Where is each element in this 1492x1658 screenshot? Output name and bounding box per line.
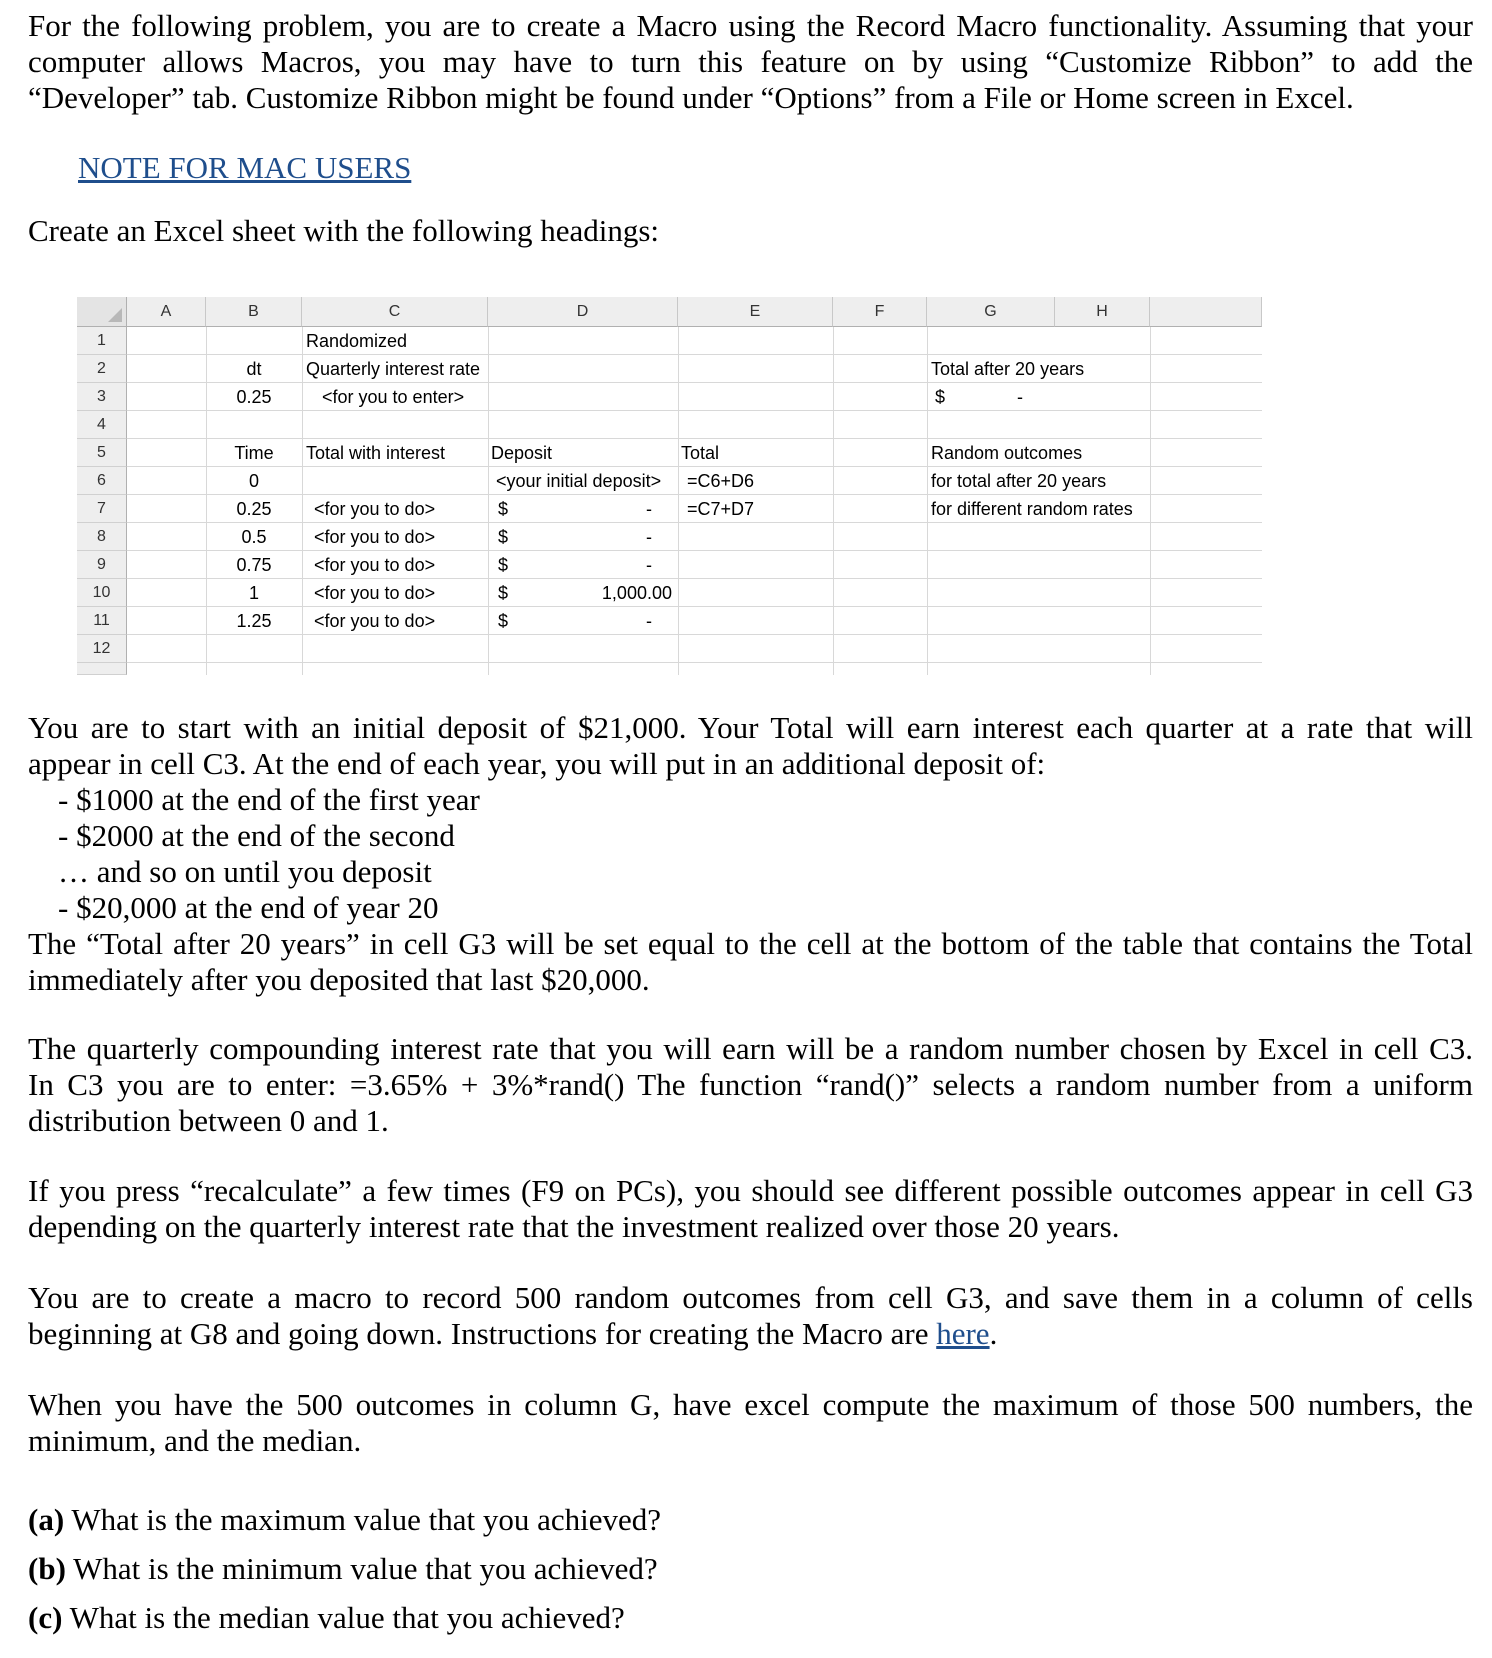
macro-line: [28, 1316, 1473, 1352]
cell-b6: 0: [248, 471, 259, 491]
deposit-bullet-4: - $20,000 at the end of year 20: [58, 890, 439, 925]
compute-paragraph: [28, 1387, 1473, 1459]
column-header-c: C: [302, 297, 488, 327]
row-header: 10: [77, 579, 127, 607]
cell-e6: =C6+D6: [687, 471, 755, 491]
deposit-line: appear in cell C3. At the end of each year, you will put in an additional deposit of:: [28, 746, 1046, 781]
cell-b2: dt: [246, 359, 262, 379]
rate-line: In C3 you are to enter: =3.65% + 3%*rand() The function “rand()” selects a random number from a uniform: [28, 1067, 1473, 1102]
row-header: 6: [77, 467, 127, 495]
compute-line: minimum, and the median.: [28, 1423, 362, 1458]
cell-d9-currency: $: [498, 555, 509, 575]
cell-c7: <for you to do>: [314, 499, 436, 519]
recalculate-line: If you press “recalculate” a few times (F9 on PCs), you should see different possible outcomes appear in cell G3: [28, 1173, 1473, 1208]
cell-e5: Total: [681, 443, 720, 463]
gridline: [488, 327, 489, 675]
total-line: The “Total after 20 years” in cell G3 will be set equal to the cell at the bottom of the table that contains the Total: [28, 926, 1473, 961]
row-header: 3: [77, 383, 127, 411]
macro-line-period: .: [989, 1316, 998, 1351]
question-b-label: (b): [28, 1551, 66, 1586]
excel-sheet: [77, 297, 1262, 675]
cell-d10-currency: $: [498, 583, 509, 603]
intro-paragraph: [28, 8, 1473, 116]
cell-d8-currency: $: [498, 527, 509, 547]
row-header: 11: [77, 607, 127, 635]
macro-line: You are to create a macro to record 500 random outcomes from cell G3, and save them in a column of cells: [28, 1280, 1473, 1315]
cell-c2: Quarterly interest rate: [306, 359, 481, 379]
cell-c3: <for you to enter>: [322, 387, 465, 407]
gridline: [1150, 327, 1151, 675]
column-header-f: F: [833, 297, 927, 327]
create-heading: Create an Excel sheet with the following headings:: [28, 213, 660, 248]
gridline: [678, 327, 679, 675]
cell-c10: <for you to do>: [314, 583, 436, 603]
gridline: [302, 327, 303, 675]
deposit-line: You are to start with an initial deposit of $21,000. Your Total will earn interest each quarter at a rate that will: [28, 710, 1473, 745]
gridline: [127, 662, 1262, 663]
question-a: [28, 1502, 661, 1538]
cell-g3-currency: $: [935, 387, 946, 407]
cell-b10: 1: [248, 583, 259, 603]
column-header-d: D: [488, 297, 678, 327]
column-header-e: E: [678, 297, 833, 327]
intro-line: computer allows Macros, you may have to turn this feature on by using “Customize Ribbon” to add the: [28, 44, 1473, 79]
cell-b3: 0.25: [236, 387, 272, 407]
deposit-bullet-1: - $1000 at the end of the first year: [58, 782, 480, 817]
cell-d11-value: -: [646, 611, 652, 631]
column-header-a: A: [127, 297, 206, 327]
compute-line: When you have the 500 outcomes in column G, have excel compute the maximum of those 500 numbers, the: [28, 1387, 1473, 1422]
column-header-h: H: [1055, 297, 1150, 327]
column-header-g: G: [927, 297, 1055, 327]
row-header-partial: [77, 663, 127, 675]
cell-b5: Time: [234, 443, 274, 463]
intro-line: For the following problem, you are to create a Macro using the Record Macro functionality. Assuming that your: [28, 8, 1473, 43]
cell-g3-value: -: [1017, 387, 1023, 407]
cell-d10-value: 1,000.00: [601, 583, 672, 603]
cell-g7: for different random rates: [931, 499, 1133, 519]
cell-c11: <for you to do>: [314, 611, 436, 631]
cell-b8: 0.5: [241, 527, 267, 547]
question-b-text: What is the minimum value that you achieved?: [65, 1551, 658, 1586]
deposit-paragraph: [28, 710, 1473, 782]
cell-g2: Total after 20 years: [931, 359, 1085, 379]
cell-b7: 0.25: [236, 499, 272, 519]
rate-paragraph: [28, 1031, 1473, 1139]
cell-d9-value: -: [646, 555, 652, 575]
cell-e7: =C7+D7: [687, 499, 755, 519]
rate-line: distribution between 0 and 1.: [28, 1103, 389, 1138]
total-paragraph: [28, 926, 1473, 998]
cell-d6: <your initial deposit>: [496, 471, 662, 491]
cell-g5: Random outcomes: [931, 443, 1083, 463]
question-c: [28, 1600, 625, 1636]
macro-paragraph: [28, 1280, 1473, 1352]
select-all-corner: [77, 297, 127, 327]
row-header: 1: [77, 327, 127, 355]
recalculate-line: depending on the quarterly interest rate that the investment realized over those 20 years.: [28, 1209, 1120, 1244]
cell-c9: <for you to do>: [314, 555, 436, 575]
cell-b11: 1.25: [236, 611, 272, 631]
gridline: [927, 327, 928, 675]
column-header-b: B: [206, 297, 302, 327]
rate-line: The quarterly compounding interest rate that you will earn will be a random number chosen by Excel in cell C3.: [28, 1031, 1473, 1066]
deposit-bullet-ellipsis: … and so on until you deposit: [58, 854, 432, 889]
cell-d11-currency: $: [498, 611, 509, 631]
question-c-text: What is the median value that you achieved?: [62, 1600, 625, 1635]
recalculate-paragraph: [28, 1173, 1473, 1245]
row-header: 5: [77, 439, 127, 467]
cell-c8: <for you to do>: [314, 527, 436, 547]
cell-c1: Randomized: [306, 331, 408, 351]
row-header: 9: [77, 551, 127, 579]
cell-b9: 0.75: [236, 555, 272, 575]
row-header: 8: [77, 523, 127, 551]
cell-d7-currency: $: [498, 499, 509, 519]
cell-g6: for total after 20 years: [931, 471, 1107, 491]
cell-c5: Total with interest: [306, 443, 446, 463]
intro-line: “Developer” tab. Customize Ribbon might be found under “Options” from a File or Home screen in Excel.: [28, 80, 1354, 115]
deposit-bullet-2: - $2000 at the end of the second: [58, 818, 455, 853]
question-b: [28, 1551, 658, 1587]
row-header: 2: [77, 355, 127, 383]
question-a-label: (a): [28, 1502, 65, 1537]
question-c-label: (c): [28, 1600, 63, 1635]
cell-d7-value: -: [646, 499, 652, 519]
cell-d5: Deposit: [491, 443, 553, 463]
macro-instructions-link[interactable]: here: [936, 1316, 990, 1351]
question-a-text: What is the maximum value that you achieved?: [64, 1502, 662, 1537]
cell-d8-value: -: [646, 527, 652, 547]
total-line: immediately after you deposited that last $20,000.: [28, 962, 650, 997]
column-header-extra: [1150, 297, 1262, 327]
note-for-mac-users-link[interactable]: NOTE FOR MAC USERS: [78, 150, 412, 185]
macro-line-text: beginning at G8 and going down. Instructions for creating the Macro are: [28, 1316, 937, 1351]
gridline: [833, 327, 834, 675]
row-header: 7: [77, 495, 127, 523]
row-header: 4: [77, 411, 127, 439]
row-header: 12: [77, 635, 127, 663]
